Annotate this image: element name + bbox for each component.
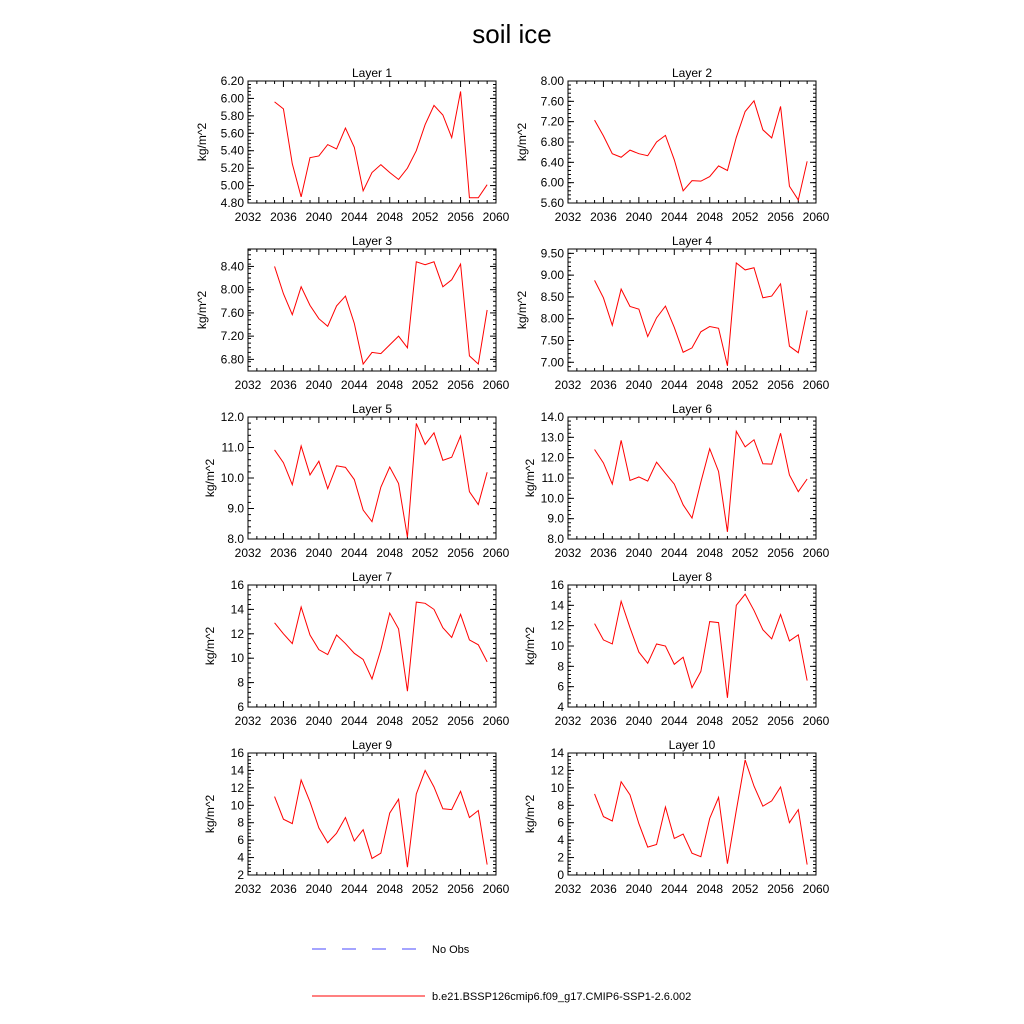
panel-layer-9 (203, 738, 510, 896)
panel-title: Layer 5 (351, 402, 393, 416)
y-tick-label: 8 (237, 675, 244, 690)
y-axis-label: kg/m^2 (523, 794, 537, 834)
y-tick-label: 12.0 (540, 450, 564, 465)
panel-title: Layer 1 (351, 66, 393, 80)
y-tick-label: 7.00 (540, 355, 564, 370)
y-tick-label: 11.0 (541, 471, 564, 485)
y-tick-label: 6.20 (220, 74, 244, 88)
y-tick-label: 8 (557, 798, 564, 813)
y-tick-label: 6 (557, 679, 564, 694)
y-tick-label: 16 (550, 578, 564, 592)
x-tick-label: 2048 (696, 378, 724, 392)
x-tick-label: 2048 (376, 378, 404, 392)
x-tick-label: 2040 (625, 882, 653, 896)
x-tick-label: 2056 (447, 378, 474, 392)
x-tick-label: 2036 (590, 546, 617, 560)
x-tick-label: 2048 (376, 714, 404, 728)
y-axis-label: kg/m^2 (203, 794, 217, 834)
y-tick-label: 7.20 (540, 114, 564, 129)
x-tick-label: 2032 (234, 210, 262, 224)
plot-frame (568, 249, 816, 371)
x-tick-label: 2056 (767, 378, 794, 392)
y-tick-label: 5.60 (220, 126, 244, 141)
series-line (595, 594, 808, 698)
y-tick-label: 14 (550, 598, 564, 613)
y-tick-label: 12.0 (220, 410, 244, 424)
x-tick-label: 2040 (625, 546, 653, 560)
series-line (595, 760, 808, 865)
panel-grid (195, 66, 830, 896)
x-tick-label: 2052 (731, 378, 759, 392)
x-tick-label: 2036 (270, 378, 297, 392)
y-tick-label: 8.0 (227, 532, 244, 546)
y-tick-label: 2 (237, 868, 244, 882)
x-tick-label: 2044 (340, 546, 368, 560)
series-line (275, 770, 488, 867)
series-line (275, 91, 488, 197)
panel-title: Layer 9 (351, 738, 393, 752)
series-line (595, 101, 808, 200)
x-tick-label: 2044 (660, 882, 688, 896)
x-tick-label: 2036 (590, 714, 617, 728)
x-tick-label: 2056 (767, 210, 794, 224)
y-tick-label: 6 (557, 815, 564, 830)
y-tick-label: 8.00 (540, 311, 564, 326)
y-tick-label: 7.50 (540, 333, 564, 348)
panel-layer-6 (523, 402, 830, 560)
panel-title: Layer 4 (671, 234, 713, 248)
y-tick-label: 10 (550, 780, 564, 795)
y-tick-label: 5.80 (220, 108, 244, 123)
x-tick-label: 2052 (731, 546, 759, 560)
x-tick-label: 2056 (447, 882, 474, 896)
series-line (595, 263, 808, 366)
x-tick-label: 2048 (376, 546, 404, 560)
plot-frame (568, 753, 816, 875)
x-tick-label: 2048 (696, 546, 724, 560)
y-tick-label: 8.00 (540, 74, 564, 88)
x-tick-label: 2036 (590, 882, 617, 896)
x-tick-label: 2052 (731, 714, 759, 728)
y-tick-label: 10 (230, 651, 244, 666)
y-tick-label: 4 (557, 700, 564, 714)
y-tick-label: 5.40 (220, 143, 244, 158)
x-tick-label: 2040 (305, 546, 333, 560)
y-tick-label: 14 (550, 746, 564, 760)
x-tick-label: 2060 (802, 210, 830, 224)
panel-layer-8 (523, 570, 830, 728)
x-tick-label: 2036 (270, 210, 297, 224)
x-tick-label: 2040 (625, 378, 653, 392)
y-tick-label: 6.00 (540, 175, 564, 190)
x-tick-label: 2044 (660, 378, 688, 392)
x-tick-label: 2056 (447, 546, 474, 560)
y-axis-label: kg/m^2 (515, 290, 529, 330)
y-axis-label: kg/m^2 (203, 626, 217, 666)
x-tick-label: 2060 (802, 714, 830, 728)
y-tick-label: 12 (550, 763, 564, 778)
x-tick-label: 2032 (554, 546, 582, 560)
x-tick-label: 2044 (660, 714, 688, 728)
y-tick-label: 7.60 (540, 94, 564, 109)
panel-layer-1 (195, 66, 510, 224)
y-axis-label: kg/m^2 (523, 626, 537, 666)
x-tick-label: 2052 (411, 546, 439, 560)
y-tick-label: 13.0 (540, 430, 564, 445)
x-tick-label: 2056 (767, 714, 794, 728)
panel-layer-3 (195, 234, 510, 392)
x-tick-label: 2040 (305, 714, 333, 728)
y-tick-label: 0 (557, 868, 564, 882)
panel-layer-2 (515, 66, 830, 224)
x-tick-label: 2040 (305, 378, 333, 392)
x-tick-label: 2052 (411, 378, 439, 392)
y-tick-label: 8.0 (547, 532, 564, 546)
y-tick-label: 5.60 (540, 196, 564, 210)
y-tick-label: 7.20 (220, 329, 244, 344)
x-tick-label: 2032 (554, 378, 582, 392)
y-axis-label: kg/m^2 (523, 458, 537, 498)
x-tick-label: 2032 (234, 882, 262, 896)
x-tick-label: 2060 (482, 378, 510, 392)
y-tick-label: 10.0 (220, 471, 244, 485)
y-tick-label: 8.40 (220, 259, 244, 274)
y-tick-label: 8 (557, 659, 564, 674)
plot-frame (248, 585, 496, 707)
panel-title: Layer 8 (671, 570, 713, 584)
x-tick-label: 2032 (234, 546, 262, 560)
x-tick-label: 2032 (554, 714, 582, 728)
y-tick-label: 14 (230, 763, 244, 778)
y-tick-label: 2 (557, 850, 564, 865)
x-tick-label: 2036 (590, 210, 617, 224)
y-tick-label: 12 (550, 618, 564, 633)
x-tick-label: 2044 (340, 210, 368, 224)
y-axis-label: kg/m^2 (195, 290, 209, 330)
y-tick-label: 16 (230, 746, 244, 760)
y-tick-label: 11.0 (221, 440, 244, 455)
y-tick-label: 8.50 (540, 289, 564, 304)
y-tick-label: 9.0 (227, 501, 244, 516)
y-tick-label: 14 (230, 602, 244, 617)
x-tick-label: 2056 (767, 882, 794, 896)
panel-layer-7 (203, 570, 510, 728)
x-tick-label: 2060 (482, 882, 510, 896)
x-tick-label: 2036 (270, 882, 297, 896)
x-tick-label: 2036 (270, 714, 297, 728)
x-tick-label: 2056 (447, 210, 474, 224)
x-tick-label: 2060 (802, 546, 830, 560)
y-tick-label: 6.00 (220, 91, 244, 106)
x-tick-label: 2060 (802, 882, 830, 896)
y-tick-label: 10.0 (540, 491, 564, 506)
y-tick-label: 12 (230, 780, 244, 795)
legend-model-label: b.e21.BSSP126cmip6.f09_g17.CMIP6-SSP1-2.6.002 (432, 991, 692, 1003)
y-tick-label: 6 (237, 833, 244, 848)
x-tick-label: 2032 (554, 882, 582, 896)
x-tick-label: 2040 (305, 882, 333, 896)
y-axis-label: kg/m^2 (515, 122, 529, 162)
y-tick-label: 6.40 (540, 155, 564, 170)
series-line (275, 602, 488, 691)
y-tick-label: 5.20 (220, 161, 244, 176)
plot-frame (248, 753, 496, 875)
x-tick-label: 2052 (411, 714, 439, 728)
x-tick-label: 2032 (234, 378, 262, 392)
x-tick-label: 2040 (625, 714, 653, 728)
panel-layer-4 (515, 234, 830, 392)
y-tick-label: 4 (237, 850, 244, 865)
y-tick-label: 6.80 (540, 135, 564, 149)
x-tick-label: 2036 (270, 546, 297, 560)
panel-title: Layer 6 (671, 402, 713, 416)
series-line (275, 262, 488, 364)
y-tick-label: 4 (557, 833, 564, 848)
y-tick-label: 12 (230, 626, 244, 641)
y-tick-label: 6 (237, 700, 244, 714)
y-axis-label: kg/m^2 (195, 122, 209, 162)
x-tick-label: 2048 (376, 210, 404, 224)
x-tick-label: 2044 (660, 210, 688, 224)
panel-title: Layer 7 (351, 570, 393, 584)
x-tick-label: 2048 (376, 882, 404, 896)
y-tick-label: 9.50 (540, 246, 564, 261)
x-tick-label: 2044 (340, 714, 368, 728)
plot-frame (568, 81, 816, 203)
x-tick-label: 2060 (802, 378, 830, 392)
y-tick-label: 10 (230, 798, 244, 813)
x-tick-label: 2052 (411, 882, 439, 896)
x-tick-label: 2048 (696, 210, 724, 224)
x-tick-label: 2032 (554, 210, 582, 224)
x-tick-label: 2052 (731, 210, 759, 224)
x-tick-label: 2044 (340, 378, 368, 392)
x-tick-label: 2044 (340, 882, 368, 896)
y-tick-label: 9.00 (540, 268, 564, 283)
y-tick-label: 8.00 (220, 282, 244, 297)
series-line (275, 423, 488, 537)
x-tick-label: 2052 (411, 210, 439, 224)
y-tick-label: 4.80 (220, 196, 244, 210)
x-tick-label: 2052 (731, 882, 759, 896)
x-tick-label: 2040 (305, 210, 333, 224)
x-tick-label: 2056 (447, 714, 474, 728)
y-tick-label: 6.80 (220, 352, 244, 367)
x-tick-label: 2048 (696, 882, 724, 896)
panel-layer-5 (203, 402, 510, 560)
panel-title: Layer 3 (351, 234, 393, 248)
y-tick-label: 9.0 (547, 511, 564, 526)
x-tick-label: 2060 (482, 714, 510, 728)
y-tick-label: 5.00 (220, 178, 244, 193)
panel-layer-10 (523, 738, 830, 896)
x-tick-label: 2060 (482, 546, 510, 560)
series-line (595, 431, 808, 532)
x-tick-label: 2032 (234, 714, 262, 728)
x-tick-label: 2060 (482, 210, 510, 224)
y-tick-label: 14.0 (540, 410, 564, 424)
legend (312, 944, 691, 1003)
y-tick-label: 16 (230, 578, 244, 592)
y-tick-label: 10 (550, 639, 564, 653)
panel-title: Layer 10 (668, 738, 716, 752)
panel-title: Layer 2 (671, 66, 713, 80)
chart-title: soil ice (472, 19, 552, 49)
x-tick-label: 2036 (590, 378, 617, 392)
x-tick-label: 2040 (625, 210, 653, 224)
x-tick-label: 2048 (696, 714, 724, 728)
y-tick-label: 8 (237, 815, 244, 830)
plot-frame (568, 417, 816, 539)
x-tick-label: 2056 (767, 546, 794, 560)
legend-obs-label: No Obs (432, 944, 470, 956)
x-tick-label: 2044 (660, 546, 688, 560)
y-axis-label: kg/m^2 (203, 458, 217, 498)
y-tick-label: 7.60 (220, 305, 244, 320)
